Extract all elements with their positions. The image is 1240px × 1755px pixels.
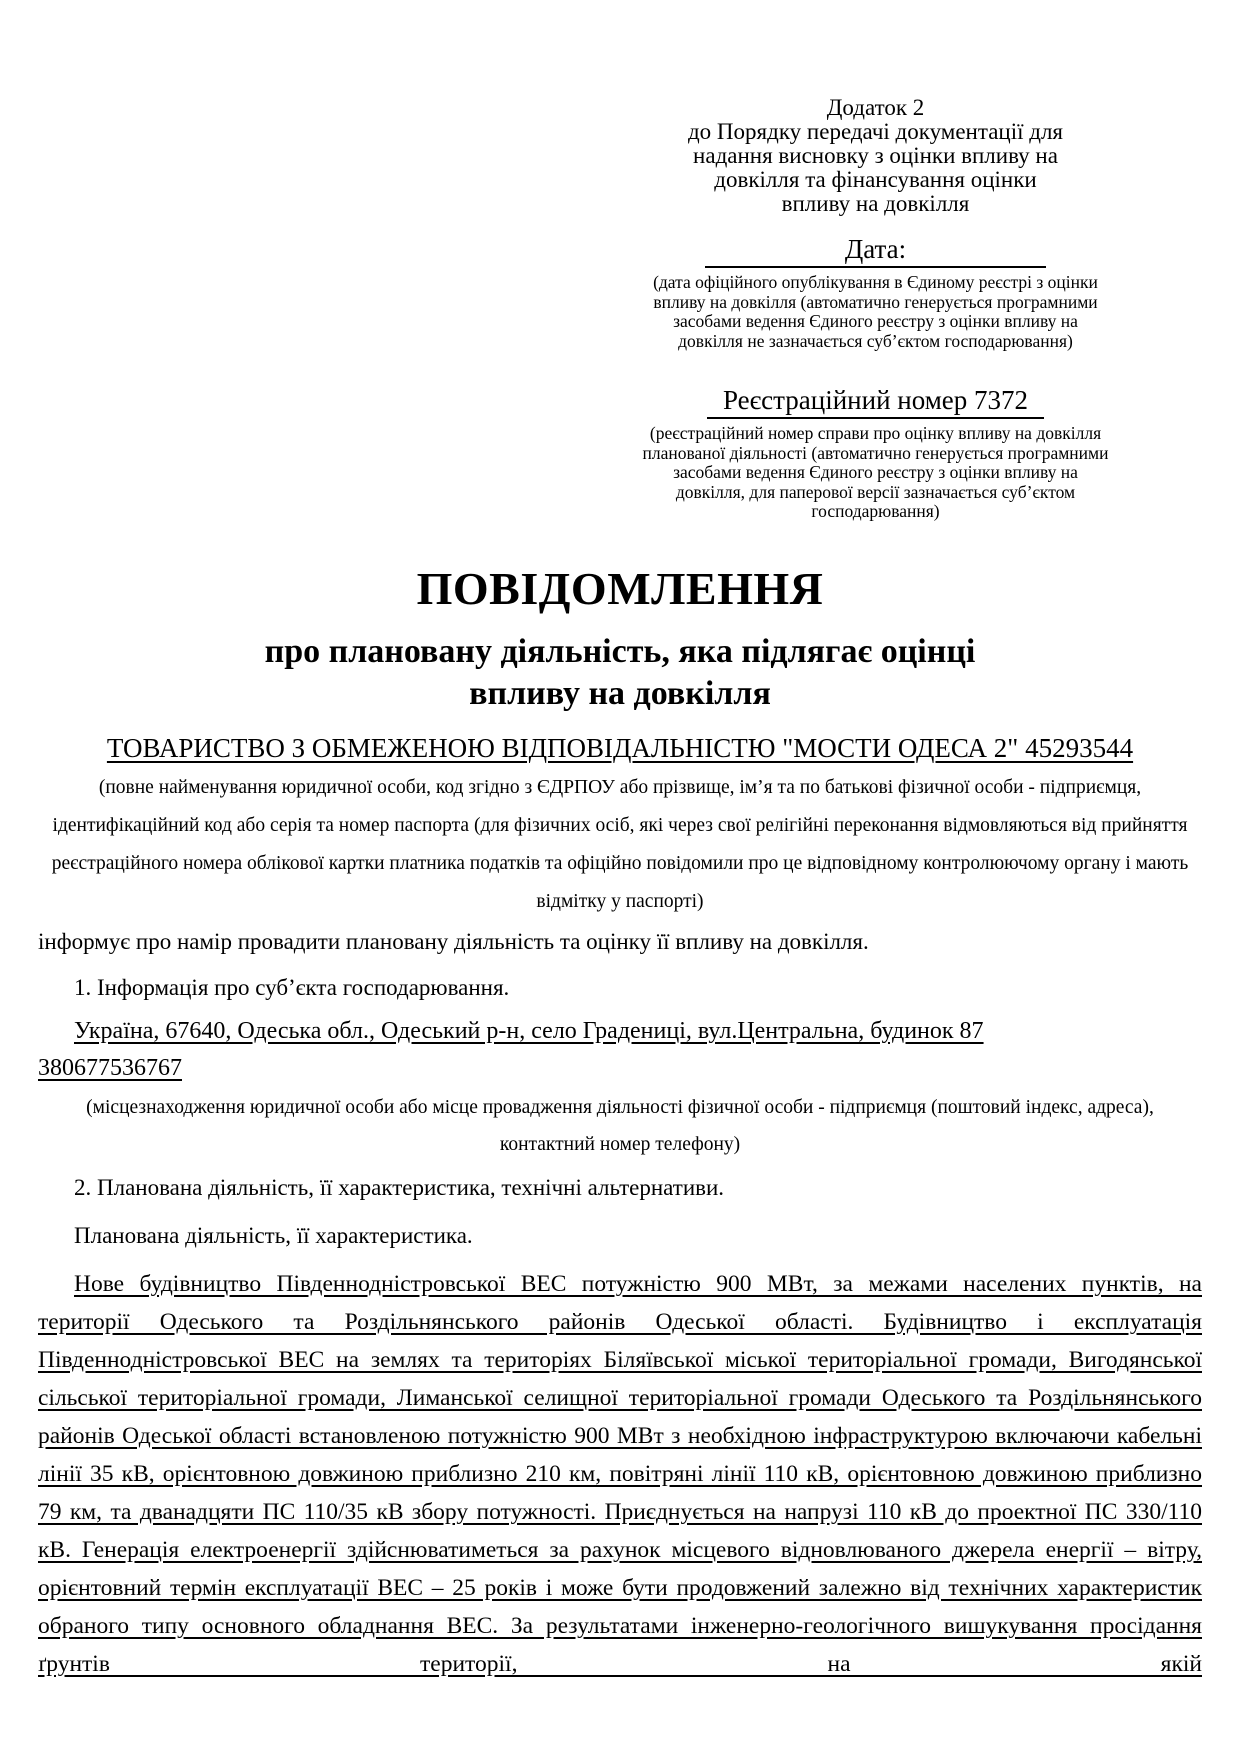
- appendix-column: [603, 96, 1148, 522]
- section-2-heading: 2. Планована діяльність, її характеристика, технічні альтернативи.: [74, 1174, 725, 1200]
- date-label: Дата:: [705, 234, 1046, 268]
- document-subtitle: про плановану діяльність, яка підлягає оцінці впливу на довкілля: [264, 632, 976, 712]
- address-phone: 380677536767: [38, 1054, 182, 1081]
- appendix-line: надання висновку з оцінки впливу на: [693, 143, 1058, 168]
- appendix-reference: [603, 96, 1148, 216]
- company-name-note: (повне найменування юридичної особи, код згідно з ЄДРПОУ або прізвище, ім’я та по батькові фізичної особи - підприємця, ідентифікаційний код або серія та номер паспорта (для фізичних осіб, які через свої релігійні переконання відмовляються від прийняття реєстраційного номера облікової картки платника податків та офіційно повідомили про це відповідному контролюючому органу і мають відмітку у паспорті): [51, 776, 1189, 912]
- section-1-heading: 1. Інформація про суб’єкта господарювання.: [74, 974, 510, 1000]
- section-2-subheading: Планована діяльність, її характеристика.: [74, 1222, 473, 1248]
- document-title: ПОВІДОМЛЕННЯ: [416, 562, 824, 614]
- date-note: (дата офіційного опублікування в Єдиному реєстрі з оцінки впливу на довкілля (автоматично генерується програмними засобами ведення Єдиного реєстру з оцінки впливу на довкілля не зазначається суб’єктом господарювання): [653, 272, 1098, 351]
- appendix-line: впливу на довкілля: [781, 191, 970, 216]
- registration-note: (реєстраційний номер справи про оцінку впливу на довкілля планованої діяльності (автоматично генерується програмними засобами ведення Єдиного реєстру з оцінки впливу на довкілля, для паперової версії зазначається суб’єктом господарювання): [642, 423, 1109, 521]
- date-block: [603, 234, 1148, 351]
- address-line: Україна, 67640, Одеська обл., Одеський р-н, село Градениці, вул.Центральна, будинок 87: [74, 1017, 984, 1044]
- registration-block: [603, 385, 1148, 522]
- appendix-line: Додаток 2: [826, 95, 925, 120]
- company-name: ТОВАРИСТВО З ОБМЕЖЕНОЮ ВІДПОВІДАЛЬНІСТЮ "МОСТИ ОДЕСА 2" 45293544: [106, 732, 1134, 763]
- intro-statement: інформує про намір провадити плановану діяльність та оцінку її впливу на довкілля.: [38, 928, 869, 954]
- appendix-line: довкілля та фінансування оцінки: [714, 167, 1037, 192]
- registration-number-label: Реєстраційний номер 7372: [707, 385, 1044, 419]
- planned-activity-paragraph: Нове будівництво Південнодністровської ВЕС потужністю 900 МВт, за межами населених пунктів, на території Одеського та Роздільнянського районів Одеської області. Будівництво і експлуатація Південнодністровської ВЕС на землях та територіях Біляївської міської територіальної громади, Вигодянської сільської територіальної громади, Лиманської селищної територіальної громади Одеського та Роздільнянського районів Одеської області встановленою потужністю 900 МВт з необхідною інфраструктурою включаючи кабельні лінії 35 кВ, орієнтовною довжиною приблизно 210 км, повітряні лінії 110 кВ, орієнтовною довжиною приблизно 79 км, та дванадцяти ПС 110/35 кВ збору потужності. Приєднується на напрузі 110 кВ до проектної ПС 330/110 кВ. Генерація електроенергії здійснюватиметься за рахунок місцевого відновлюваного джерела енергії – вітру, орієнтовний термін експлуатації ВЕС – 25 років і може бути продовжений залежно від технічних характеристик обраного типу основного обладнання ВЕС. За результатами інженерно-геологічного вишукування просідання ґрунтів території, на якій: [38, 1270, 1202, 1677]
- company-address: [38, 1013, 1202, 1087]
- address-note: (місцезнаходження юридичної особи або місце провадження діяльності фізичної особи - підприємця (поштовий індекс, адреса), контактний номер телефону): [86, 1096, 1154, 1155]
- appendix-line: до Порядку передачі документації для: [687, 119, 1064, 144]
